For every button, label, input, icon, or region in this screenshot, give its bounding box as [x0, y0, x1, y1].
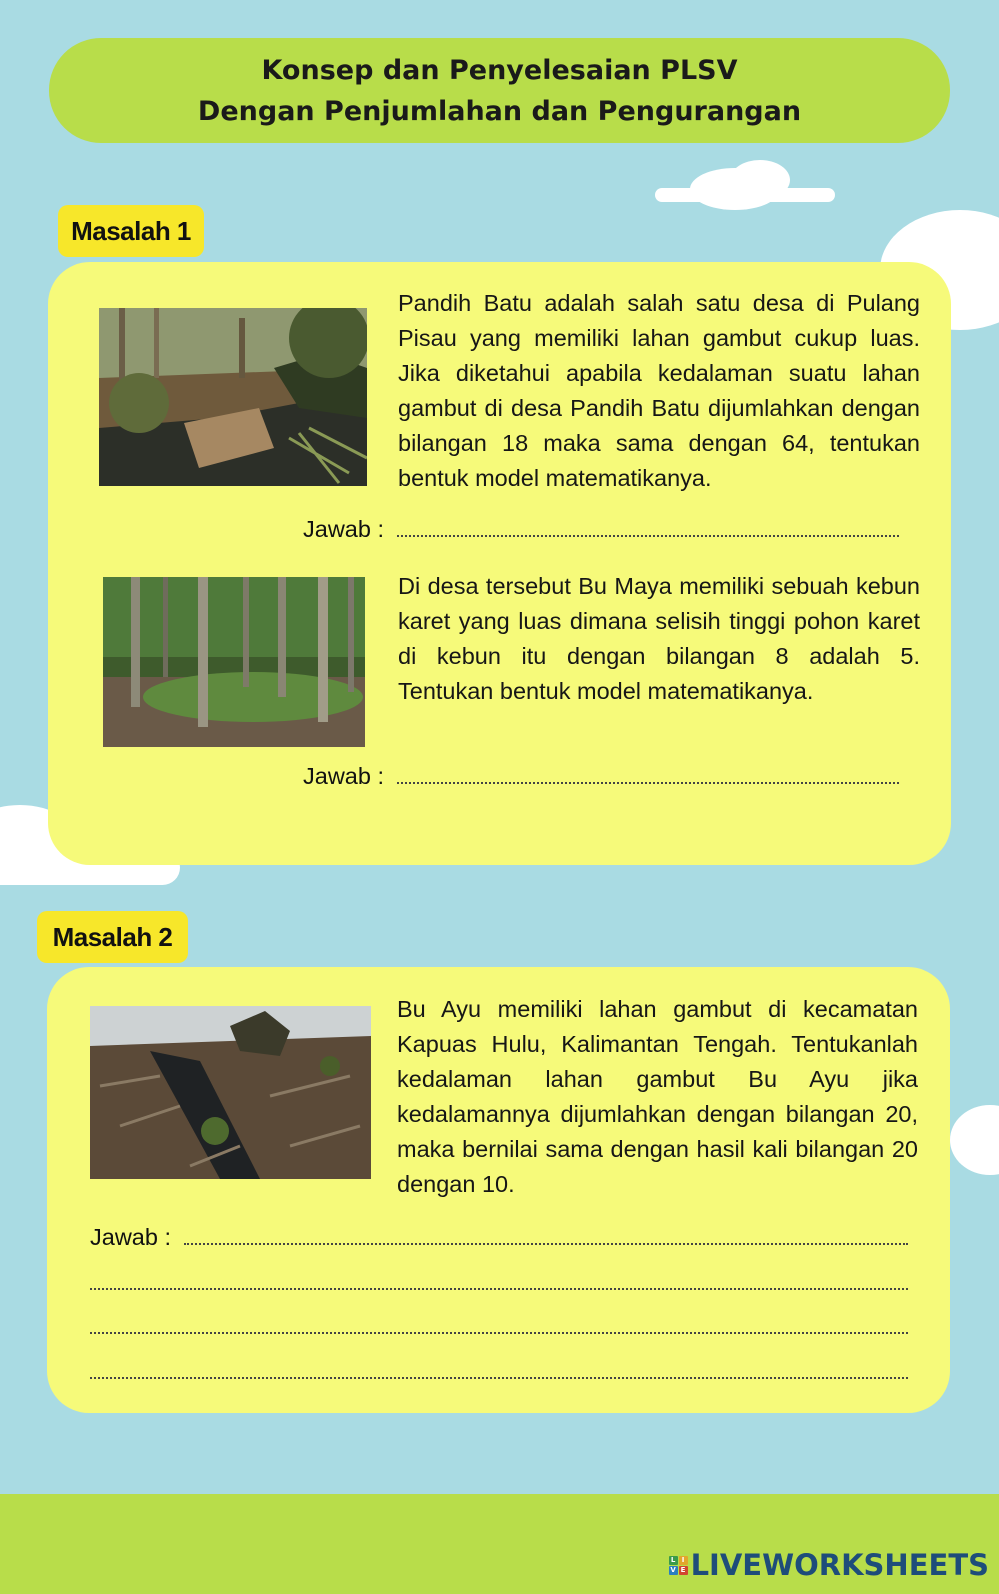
- cleared-peatland-photo: [90, 1006, 371, 1179]
- cloud-decoration: [655, 188, 835, 202]
- masalah-1-question-2: Di desa tersebut Bu Maya memiliki sebuah kebun karet yang luas dimana selisih tinggi pohon karet di kebun itu dengan bilangan 8 adalah 5. Tentukan bentuk model matematikanya.: [398, 573, 920, 704]
- page-title: [49, 38, 950, 143]
- answer-label: Jawab :: [303, 516, 384, 542]
- answer-field-1[interactable]: [397, 535, 899, 537]
- brand-name: LIVEWORKSHEETS: [690, 1548, 989, 1582]
- answer-field-4[interactable]: [90, 1288, 908, 1290]
- liveworksheets-icon: L I V E: [669, 1556, 688, 1575]
- masalah-1-label: Masalah 1: [58, 205, 204, 257]
- masalah-2-question-1: Bu Ayu memiliki lahan gambut di kecamatan Kapuas Hulu, Kalimantan Tengah. Tentukanlah kedalaman lahan gambut Bu Ayu jika kedalamannya dijumlahkan dengan bilangan 20, maka bernilai sama dengan hasil kali bilangan 20 dengan 10.: [397, 996, 918, 1197]
- title-line-2: Dengan Penjumlahan dan Pengurangan: [197, 95, 802, 127]
- peatland-canal-photo: [99, 308, 367, 486]
- answer-field-3[interactable]: [184, 1243, 908, 1245]
- masalah-2-label: Masalah 2: [37, 911, 188, 963]
- masalah-1-question-1: Pandih Batu adalah salah satu desa di Pulang Pisau yang memiliki lahan gambut cukup luas. Jika diketahui apabila kedalaman suatu lahan gambut di desa Pandih Batu dijumlahkan dengan bilangan 18 maka sama dengan 64, tentukan bentuk model matematikanya.: [398, 290, 920, 491]
- answer-field-5[interactable]: [90, 1332, 908, 1334]
- rubber-plantation-photo: [103, 577, 365, 747]
- liveworksheets-logo[interactable]: [669, 1548, 989, 1582]
- footer-bar: [0, 1494, 999, 1594]
- answer-field-2[interactable]: [397, 782, 899, 784]
- answer-field-6[interactable]: [90, 1377, 908, 1379]
- answer-label: Jawab :: [303, 763, 384, 789]
- title-line-1: Konsep dan Penyelesaian PLSV: [261, 54, 738, 86]
- cloud-decoration: [950, 1105, 999, 1175]
- answer-label: Jawab :: [90, 1224, 171, 1250]
